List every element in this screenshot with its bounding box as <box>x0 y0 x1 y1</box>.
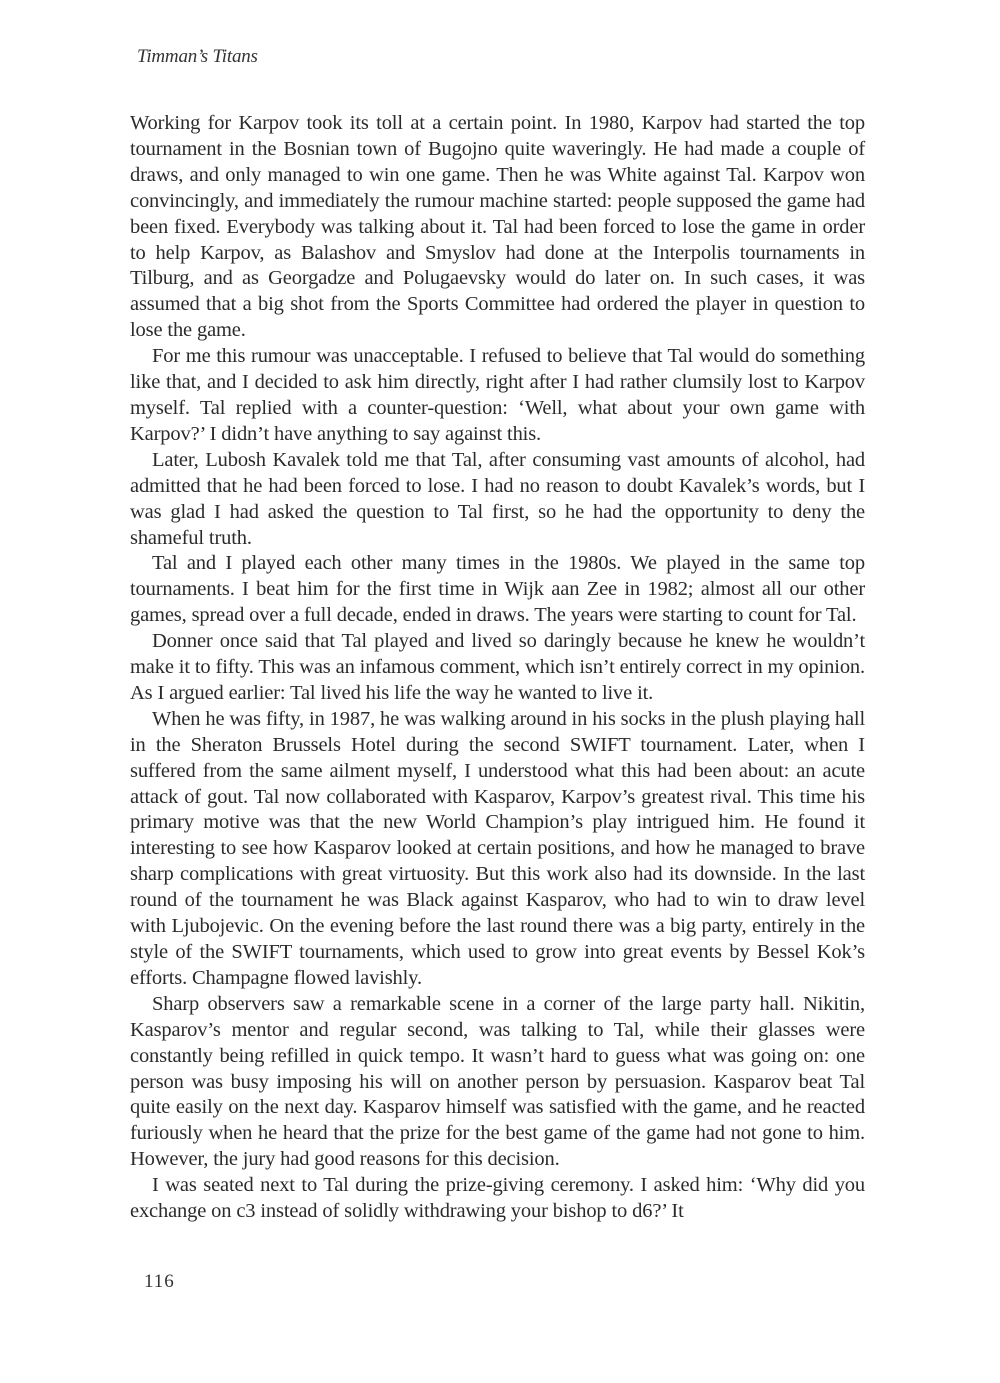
paragraph: Sharp observers saw a remarkable scene in a corner of the large party hall. Nikitin, Kasparov’s mentor and regular second, was talking to Tal, while their glasses were constantly being refilled in quick tempo. It wasn’t hard to guess what was going on: one person was busy imposing his will on another person by persuasion. Kasparov beat Tal quite easily on the next day. Kasparov himself was satisfied with the game, and he reacted furiously when he heard that the prize for the best game of the game had not gone to him. However, the jury had good reasons for this decision. <box>130 992 865 1171</box>
running-head: Timman’s Titans <box>137 46 258 67</box>
paragraph: Working for Karpov took its toll at a certain point. In 1980, Karpov had started the top tournament in the Bosnian town of Bugojno quite waveringly. He had made a couple of draws, and only managed to win one game. Then he was White against Tal. Karpov won convincingly, and immediately the rumour machine started: people supposed the game had been fixed. Everybody was talking about it. Tal had been forced to lose the game in order to help Karpov, as Balashov and Smyslov had done at the Interpolis tournaments in Tilburg, and as Georgadze and Polugaevsky would do later on. In such cases, it was assumed that a big shot from the Sports Committee had ordered the player in question to lose the game. <box>130 112 865 342</box>
page-number: 116 <box>144 1271 175 1292</box>
paragraph: Later, Lubosh Kavalek told me that Tal, after consuming vast amounts of alcohol, had admitted that he had been forced to lose. I had no reason to doubt Kavalek’s words, but I was glad I had asked the question to Tal first, so he had the opportunity to deny the shameful truth. <box>130 448 865 549</box>
paragraph: When he was fifty, in 1987, he was walking around in his socks in the plush playing hall in the Sheraton Brussels Hotel during the second SWIFT tournament. Later, when I suffered from the same ailment myself, I understood what this had been about: an acute attack of gout. Tal now collaborated with Kasparov, Karpov’s greatest rival. This time his primary motive was that the new World Champion’s play intrigued him. He found it interesting to see how Kasparov looked at certain positions, and how he managed to brave sharp complications with great virtuosity. But this work also had its downside. In the last round of the tournament he was Black against Kasparov, who had to win to draw level with Ljubojevic. On the evening before the last round there was a big party, entirely in the style of the SWIFT tournaments, which used to grow into great events by Bessel Kok’s efforts. Champagne flowed lavishly. <box>130 707 865 989</box>
paragraph: Donner once said that Tal played and lived so daringly because he knew he wouldn’t make it to fifty. This was an infamous comment, which isn’t entirely correct in my opinion. As I argued earlier: Tal lived his life the way he wanted to live it. <box>130 630 865 704</box>
body-text <box>130 111 865 1225</box>
paragraph: I was seated next to Tal during the prize-giving ceremony. I asked him: ‘Why did you exchange on c3 instead of solidly withdrawing your bishop to d6?’ It <box>130 1174 865 1223</box>
paragraph: For me this rumour was unacceptable. I refused to believe that Tal would do something like that, and I decided to ask him directly, right after I had rather clumsily lost to Karpov myself. Tal replied with a counter-question: ‘Well, what about your own game with Karpov?’ I didn’t have anything to say against this. <box>130 345 865 445</box>
paragraph: Tal and I played each other many times in the 1980s. We played in the same top tournaments. I beat him for the first time in Wijk aan Zee in 1982; almost all our other games, spread over a full decade, ended in draws. The years were starting to count for Tal. <box>130 552 865 627</box>
